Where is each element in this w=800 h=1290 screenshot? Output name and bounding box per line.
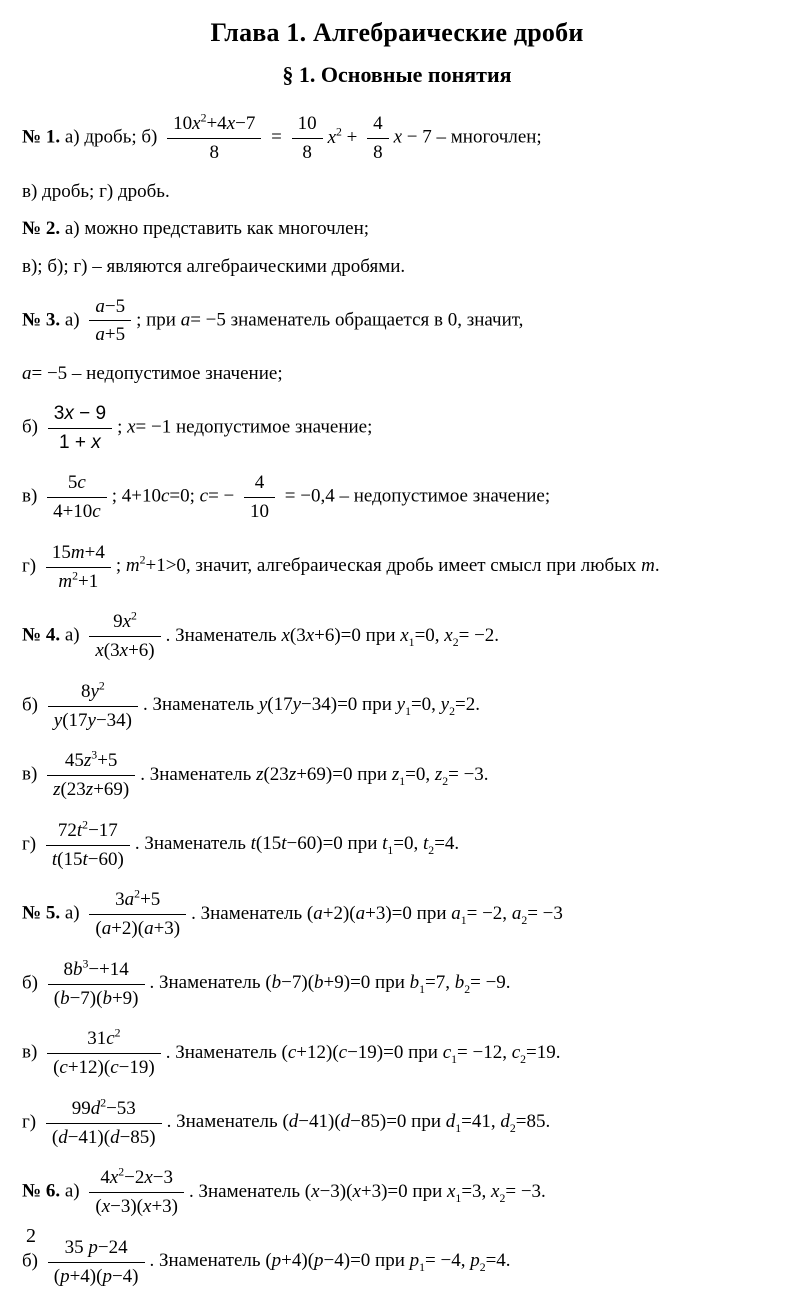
superscript: 2 bbox=[114, 1026, 121, 1040]
fraction bbox=[48, 1236, 145, 1289]
superscript: 2 bbox=[98, 679, 105, 693]
solutions-list bbox=[22, 110, 772, 1290]
fraction-numerator: $9x^2$ bbox=[89, 610, 160, 637]
fraction-denominator: (d−41)(d−85) bbox=[51, 1126, 156, 1148]
fraction bbox=[89, 1166, 184, 1219]
text-run: в); б); г) – являются алгебраическими дробями. bbox=[22, 255, 406, 277]
fraction bbox=[48, 958, 145, 1011]
fraction bbox=[244, 471, 275, 524]
problem-6-item-a bbox=[22, 1164, 772, 1221]
fraction-denominator: y(17y−34) bbox=[53, 709, 132, 731]
subscript: 1 bbox=[460, 913, 467, 927]
problem-3-item-b bbox=[22, 400, 772, 457]
fraction bbox=[47, 749, 135, 802]
fraction bbox=[46, 819, 130, 872]
fraction bbox=[47, 1027, 161, 1080]
fraction bbox=[89, 888, 186, 941]
text-run: в) bbox=[22, 763, 43, 785]
text-run: б) bbox=[22, 972, 43, 994]
text-run: а) bbox=[60, 309, 85, 331]
page-number: 2 bbox=[26, 1225, 36, 1247]
subscript: 1 bbox=[419, 983, 426, 997]
subscript: 2 bbox=[479, 1261, 486, 1275]
text-run: г) bbox=[22, 833, 41, 855]
text-run: г) bbox=[22, 555, 41, 577]
subscript: 2 bbox=[442, 774, 449, 788]
text-run: б) bbox=[22, 1250, 43, 1272]
text-run: x − 7 – многочлен; bbox=[393, 126, 542, 148]
fraction-denominator: (b−7)(b+9) bbox=[53, 987, 139, 1009]
text-run: . Знаменатель (d−41)(d−85)=0 при $d_1=41$, $d_2=85$. bbox=[166, 1111, 551, 1136]
subscript: 2 bbox=[452, 635, 459, 649]
fraction-numerator: $31c^2$ bbox=[47, 1027, 161, 1054]
text-run: в) bbox=[22, 485, 43, 507]
subscript: 1 bbox=[387, 844, 394, 858]
fraction-denominator: (p+4)(p−4) bbox=[53, 1265, 139, 1287]
fraction-denominator: (c+12)(c−19) bbox=[53, 1057, 155, 1078]
problem-number: № 4. bbox=[22, 624, 61, 646]
problem-number: № 1. bbox=[22, 126, 61, 148]
fraction-numerator: $8b^3-+14$ bbox=[48, 958, 145, 985]
text-run: а) дробь; б) bbox=[60, 126, 163, 148]
text-run: а) bbox=[60, 902, 85, 924]
subscript: 1 bbox=[408, 635, 415, 649]
superscript: 3 bbox=[82, 957, 89, 971]
superscript: 2 bbox=[118, 1165, 125, 1179]
fraction-denominator: a+5 bbox=[95, 324, 126, 346]
fraction-numerator: $8y^2$ bbox=[48, 680, 138, 707]
superscript: 2 bbox=[72, 569, 79, 583]
fraction bbox=[167, 112, 261, 165]
subscript: 2 bbox=[521, 913, 528, 927]
fraction-numerator: $3a^2+5$ bbox=[89, 888, 186, 915]
subscript: 2 bbox=[449, 705, 455, 719]
fraction-numerator: 35 p−24 bbox=[48, 1236, 145, 1263]
subscript: 2 bbox=[520, 1052, 527, 1066]
text-run: в) дробь; г) дробь. bbox=[22, 180, 170, 202]
fraction-numerator: $72t^2-17$ bbox=[46, 819, 130, 846]
text-run: ; $m^2+1>0$, значит, алгебраическая дробь имеет смысл при любых m. bbox=[115, 554, 660, 577]
fraction-denominator: (a+2)(a+3) bbox=[95, 918, 181, 939]
text-run: . Знаменатель (p+4)(p−4)=0 при $p_1= -4$, $p_2=4$. bbox=[149, 1250, 511, 1275]
text-run: б) bbox=[22, 416, 43, 438]
problem-number: № 3. bbox=[22, 309, 61, 331]
fraction-denominator: 4+10c bbox=[53, 501, 101, 522]
fraction bbox=[47, 471, 107, 524]
subscript: 1 bbox=[455, 1191, 462, 1205]
fraction bbox=[48, 680, 138, 733]
subscript: 1 bbox=[419, 1261, 426, 1275]
text-run: $x^2$ + bbox=[327, 125, 363, 148]
superscript: 2 bbox=[82, 818, 89, 832]
problem-2-items-v-b-g bbox=[22, 255, 772, 280]
subscript: 2 bbox=[499, 1191, 506, 1205]
fraction bbox=[46, 1097, 162, 1150]
fraction-numerator: 4 bbox=[367, 112, 389, 139]
problem-number: № 5. bbox=[22, 902, 61, 924]
fraction-denominator: t(15t−60) bbox=[51, 848, 124, 870]
problem-4-item-a bbox=[22, 608, 772, 665]
fraction bbox=[89, 295, 131, 348]
problem-5-item-b bbox=[22, 956, 772, 1013]
text-run: . Знаменатель t(15t−60)=0 при $t_1=0$, $t_2=4$. bbox=[134, 833, 460, 858]
fraction-denominator: 10 bbox=[250, 501, 270, 522]
superscript: 2 bbox=[200, 111, 207, 125]
fraction bbox=[46, 541, 111, 594]
fraction-numerator: a−5 bbox=[89, 295, 131, 322]
superscript: 2 bbox=[336, 125, 342, 139]
fraction-denominator: 8 bbox=[209, 141, 219, 163]
superscript: 2 bbox=[100, 1096, 107, 1110]
problem-number: № 2. bbox=[22, 218, 61, 240]
text-run: ; при a= −5 знаменатель обращается в 0, значит, bbox=[136, 309, 524, 331]
problem-2-item-a bbox=[22, 217, 772, 242]
problem-4-item-v bbox=[22, 747, 772, 804]
text-run: б) bbox=[22, 694, 43, 716]
fraction-numerator: 4 bbox=[244, 471, 275, 498]
fraction-numerator: $45z^3+5$ bbox=[47, 749, 135, 776]
section-title: § 1. Основные понятия bbox=[282, 62, 512, 87]
subscript: 1 bbox=[405, 705, 411, 719]
problem-6-item-b bbox=[22, 1234, 772, 1290]
subscript: 1 bbox=[451, 1052, 458, 1066]
text-run: г) bbox=[22, 1111, 41, 1133]
text-run: . Знаменатель (c+12)(c−19)=0 при $c_1= -12$, $c_2=19$. bbox=[165, 1041, 561, 1066]
problem-1-items-v-g bbox=[22, 180, 772, 205]
superscript: 2 bbox=[139, 554, 146, 568]
problem-3-item-g bbox=[22, 539, 772, 596]
fraction-denominator: z(23z+69) bbox=[53, 779, 130, 800]
fraction-denominator: (x−3)(x+3) bbox=[95, 1196, 178, 1217]
fraction bbox=[89, 610, 160, 663]
text-run: а) можно представить как многочлен; bbox=[60, 218, 370, 240]
fraction-numerator: 3x − 9 bbox=[48, 402, 112, 429]
subscript: 1 bbox=[399, 774, 406, 788]
problem-5-item-v bbox=[22, 1025, 772, 1082]
fraction-numerator: $4x^2-2x-3$ bbox=[89, 1166, 184, 1193]
fraction-denominator: 1 + x bbox=[59, 431, 101, 453]
text-run: . Знаменатель (x−3)(x+3)=0 при $x_1=3$, $x_2= -3$. bbox=[188, 1180, 546, 1205]
problem-5-item-a bbox=[22, 886, 772, 943]
problem-4-item-b bbox=[22, 678, 772, 735]
text-run: . Знаменатель (b−7)(b+9)=0 при $b_1=7$, $b_2= -9$. bbox=[149, 972, 511, 997]
text-run: ; x= −1 недопустимое значение; bbox=[117, 416, 373, 438]
problem-4-item-g bbox=[22, 817, 772, 874]
fraction bbox=[367, 112, 389, 165]
superscript: 2 bbox=[131, 609, 137, 623]
problem-number: № 6. bbox=[22, 1180, 61, 1202]
fraction-numerator: $99d^2-53$ bbox=[46, 1097, 162, 1124]
problem-3-item-a-continued bbox=[22, 362, 772, 387]
chapter-title: Глава 1. Алгебраические дроби bbox=[210, 18, 584, 47]
subscript: 1 bbox=[455, 1122, 462, 1136]
subscript: 2 bbox=[428, 844, 435, 858]
fraction-numerator: 5c bbox=[47, 471, 107, 498]
fraction bbox=[48, 402, 112, 455]
text-run: в) bbox=[22, 1041, 43, 1063]
text-run: = bbox=[266, 126, 287, 148]
subscript: 2 bbox=[464, 983, 471, 997]
text-run: . Знаменатель y(17y−34)=0 при $y_1=0$, $y_2=2$. bbox=[143, 694, 480, 719]
problem-5-item-g bbox=[22, 1095, 772, 1152]
text-run: ; 4+10c=0; c= − bbox=[111, 485, 240, 507]
fraction-denominator: 8 bbox=[373, 141, 383, 163]
superscript: 2 bbox=[134, 887, 141, 901]
fraction-numerator: 15m+4 bbox=[46, 541, 111, 568]
problem-3-item-a bbox=[22, 293, 772, 350]
text-run: . Знаменатель z(23z+69)=0 при $z_1=0$, $z_2= -3$. bbox=[140, 763, 489, 788]
text-run: . Знаменатель (a+2)(a+3)=0 при $a_1= -2$, $a_2= -3$ bbox=[191, 902, 563, 927]
text-run: а) bbox=[60, 624, 85, 646]
subscript: 2 bbox=[509, 1122, 516, 1136]
problem-3-item-v bbox=[22, 469, 772, 526]
fraction-numerator: 10 bbox=[292, 112, 323, 139]
text-run: a= −5 – недопустимое значение; bbox=[22, 363, 283, 385]
text-run: . Знаменатель x(3x+6)=0 при $x_1=0$, $x_2= -2$. bbox=[165, 624, 500, 649]
problem-1-items-a-b bbox=[22, 110, 772, 167]
fraction-denominator: x(3x+6) bbox=[95, 640, 155, 661]
fraction-numerator: $10x^2+4x-7$ bbox=[167, 112, 261, 139]
text-run: = −0,4 – недопустимое значение; bbox=[280, 485, 551, 507]
text-run: а) bbox=[60, 1180, 85, 1202]
fraction bbox=[292, 112, 323, 165]
fraction-denominator: 8 bbox=[302, 141, 312, 163]
superscript: 3 bbox=[91, 748, 98, 762]
fraction-denominator: $m^2+1$ bbox=[58, 569, 99, 592]
